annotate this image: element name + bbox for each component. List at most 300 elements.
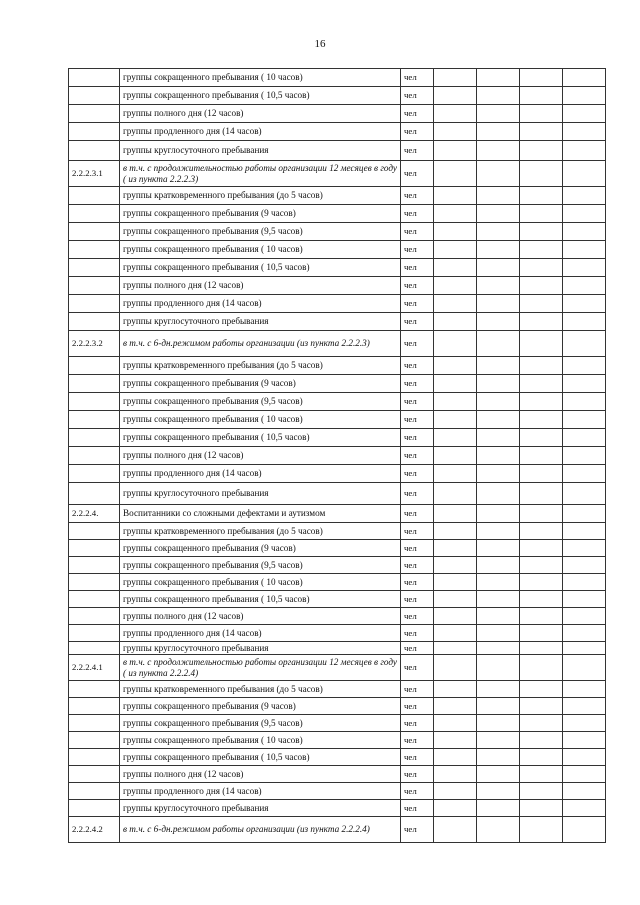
row-code bbox=[69, 393, 120, 411]
value-cell bbox=[563, 295, 606, 313]
value-cell bbox=[434, 411, 477, 429]
row-unit: чел bbox=[401, 87, 434, 105]
table-row bbox=[69, 331, 606, 357]
value-cell bbox=[563, 259, 606, 277]
row-unit: чел bbox=[401, 800, 434, 817]
value-cell bbox=[520, 591, 563, 608]
value-cell bbox=[434, 766, 477, 783]
row-code bbox=[69, 205, 120, 223]
value-cell bbox=[477, 295, 520, 313]
value-cell bbox=[520, 608, 563, 625]
value-cell bbox=[477, 375, 520, 393]
value-cell bbox=[434, 87, 477, 105]
value-cell bbox=[477, 161, 520, 187]
value-cell bbox=[563, 574, 606, 591]
table-row bbox=[69, 817, 606, 843]
table-row bbox=[69, 357, 606, 375]
row-name: группы продленного дня (14 часов) bbox=[120, 783, 401, 800]
row-unit: чел bbox=[401, 313, 434, 331]
row-unit: чел bbox=[401, 411, 434, 429]
value-cell bbox=[477, 87, 520, 105]
row-name: группы сокращенного пребывания ( 10 часов) bbox=[120, 574, 401, 591]
row-name: группы полного дня (12 часов) bbox=[120, 447, 401, 465]
value-cell bbox=[520, 429, 563, 447]
value-cell bbox=[563, 766, 606, 783]
value-cell bbox=[434, 655, 477, 681]
row-code bbox=[69, 698, 120, 715]
value-cell bbox=[434, 393, 477, 411]
value-cell bbox=[520, 357, 563, 375]
value-cell bbox=[434, 331, 477, 357]
row-code: 2.2.2.3.1 bbox=[69, 161, 120, 187]
value-cell bbox=[563, 141, 606, 161]
value-cell bbox=[520, 141, 563, 161]
value-cell bbox=[434, 141, 477, 161]
value-cell bbox=[477, 331, 520, 357]
table-row bbox=[69, 557, 606, 574]
row-code bbox=[69, 540, 120, 557]
value-cell bbox=[477, 259, 520, 277]
row-unit: чел bbox=[401, 766, 434, 783]
value-cell bbox=[434, 783, 477, 800]
table-row bbox=[69, 783, 606, 800]
value-cell bbox=[434, 429, 477, 447]
value-cell bbox=[563, 313, 606, 331]
row-name: группы кратковременного пребывания (до 5 часов) bbox=[120, 681, 401, 698]
value-cell bbox=[563, 241, 606, 259]
value-cell bbox=[434, 523, 477, 540]
row-code bbox=[69, 681, 120, 698]
value-cell bbox=[477, 655, 520, 681]
value-cell bbox=[563, 698, 606, 715]
row-name: группы сокращенного пребывания (9 часов) bbox=[120, 375, 401, 393]
value-cell bbox=[434, 698, 477, 715]
row-name: группы круглосуточного пребывания bbox=[120, 800, 401, 817]
value-cell bbox=[477, 429, 520, 447]
value-cell bbox=[520, 465, 563, 483]
value-cell bbox=[434, 591, 477, 608]
row-name: в т.ч. с продолжительностью работы организации 12 месяцев в году ( из пункта 2.2.2.3) bbox=[120, 161, 401, 187]
value-cell bbox=[434, 749, 477, 766]
row-code bbox=[69, 277, 120, 295]
table-row bbox=[69, 429, 606, 447]
row-name: группы сокращенного пребывания (9 часов) bbox=[120, 205, 401, 223]
value-cell bbox=[563, 447, 606, 465]
row-code bbox=[69, 295, 120, 313]
row-code bbox=[69, 642, 120, 655]
row-unit: чел bbox=[401, 608, 434, 625]
row-name: группы круглосуточного пребывания bbox=[120, 313, 401, 331]
value-cell bbox=[477, 574, 520, 591]
table-row bbox=[69, 205, 606, 223]
table-body bbox=[69, 69, 606, 843]
table-row bbox=[69, 574, 606, 591]
row-name: группы продленного дня (14 часов) bbox=[120, 465, 401, 483]
row-name: группы полного дня (12 часов) bbox=[120, 766, 401, 783]
row-unit: чел bbox=[401, 749, 434, 766]
row-name: группы сокращенного пребывания ( 10,5 часов) bbox=[120, 749, 401, 766]
row-name: в т.ч. с 6-дн.режимом работы организации (из пункта 2.2.2.3) bbox=[120, 331, 401, 357]
value-cell bbox=[563, 87, 606, 105]
value-cell bbox=[563, 465, 606, 483]
value-cell bbox=[520, 295, 563, 313]
value-cell bbox=[477, 732, 520, 749]
row-unit: чел bbox=[401, 331, 434, 357]
value-cell bbox=[477, 505, 520, 523]
value-cell bbox=[563, 783, 606, 800]
table-row bbox=[69, 749, 606, 766]
value-cell bbox=[434, 295, 477, 313]
table-row bbox=[69, 483, 606, 505]
value-cell bbox=[477, 205, 520, 223]
table-row bbox=[69, 69, 606, 87]
value-cell bbox=[563, 642, 606, 655]
row-code bbox=[69, 557, 120, 574]
value-cell bbox=[434, 277, 477, 295]
value-cell bbox=[520, 187, 563, 205]
value-cell bbox=[520, 681, 563, 698]
row-code bbox=[69, 800, 120, 817]
table-row bbox=[69, 608, 606, 625]
table-row bbox=[69, 655, 606, 681]
value-cell bbox=[477, 523, 520, 540]
row-unit: чел bbox=[401, 429, 434, 447]
row-unit: чел bbox=[401, 393, 434, 411]
table-row bbox=[69, 447, 606, 465]
row-unit: чел bbox=[401, 625, 434, 642]
value-cell bbox=[520, 698, 563, 715]
value-cell bbox=[434, 483, 477, 505]
row-name: группы продленного дня (14 часов) bbox=[120, 295, 401, 313]
value-cell bbox=[563, 732, 606, 749]
row-name: группы продленного дня (14 часов) bbox=[120, 123, 401, 141]
table-row bbox=[69, 715, 606, 732]
value-cell bbox=[520, 732, 563, 749]
value-cell bbox=[520, 523, 563, 540]
row-name: группы круглосуточного пребывания bbox=[120, 141, 401, 161]
value-cell bbox=[563, 749, 606, 766]
row-unit: чел bbox=[401, 715, 434, 732]
value-cell bbox=[477, 187, 520, 205]
value-cell bbox=[434, 800, 477, 817]
value-cell bbox=[563, 69, 606, 87]
row-code bbox=[69, 625, 120, 642]
row-code bbox=[69, 259, 120, 277]
table-row bbox=[69, 187, 606, 205]
value-cell bbox=[563, 483, 606, 505]
table-row bbox=[69, 313, 606, 331]
row-name: группы кратковременного пребывания (до 5 часов) bbox=[120, 357, 401, 375]
row-code bbox=[69, 715, 120, 732]
value-cell bbox=[477, 817, 520, 843]
value-cell bbox=[477, 608, 520, 625]
row-unit: чел bbox=[401, 465, 434, 483]
row-name: в т.ч. с 6-дн.режимом работы организации (из пункта 2.2.2.4) bbox=[120, 817, 401, 843]
table-row bbox=[69, 295, 606, 313]
value-cell bbox=[434, 187, 477, 205]
row-code: 2.2.2.3.2 bbox=[69, 331, 120, 357]
table-row bbox=[69, 732, 606, 749]
row-unit: чел bbox=[401, 447, 434, 465]
value-cell bbox=[520, 557, 563, 574]
value-cell bbox=[520, 411, 563, 429]
value-cell bbox=[477, 357, 520, 375]
row-unit: чел bbox=[401, 375, 434, 393]
value-cell bbox=[563, 187, 606, 205]
value-cell bbox=[434, 732, 477, 749]
value-cell bbox=[563, 375, 606, 393]
value-cell bbox=[563, 223, 606, 241]
value-cell bbox=[434, 241, 477, 259]
row-code bbox=[69, 749, 120, 766]
row-unit: чел bbox=[401, 259, 434, 277]
value-cell bbox=[520, 277, 563, 295]
table-row bbox=[69, 523, 606, 540]
row-code: 2.2.2.4.2 bbox=[69, 817, 120, 843]
table-row bbox=[69, 540, 606, 557]
row-name: в т.ч. с продолжительностью работы организации 12 месяцев в году ( из пункта 2.2.2.4) bbox=[120, 655, 401, 681]
value-cell bbox=[563, 357, 606, 375]
row-code bbox=[69, 465, 120, 483]
row-name: группы круглосуточного пребывания bbox=[120, 642, 401, 655]
value-cell bbox=[563, 591, 606, 608]
value-cell bbox=[563, 393, 606, 411]
row-unit: чел bbox=[401, 681, 434, 698]
table-row bbox=[69, 642, 606, 655]
value-cell bbox=[477, 69, 520, 87]
value-cell bbox=[434, 205, 477, 223]
row-unit: чел bbox=[401, 574, 434, 591]
row-name: группы сокращенного пребывания (9,5 часов) bbox=[120, 223, 401, 241]
value-cell bbox=[563, 655, 606, 681]
value-cell bbox=[434, 223, 477, 241]
row-unit: чел bbox=[401, 187, 434, 205]
table-row bbox=[69, 681, 606, 698]
value-cell bbox=[477, 749, 520, 766]
table-row bbox=[69, 87, 606, 105]
row-code bbox=[69, 783, 120, 800]
row-name: группы кратковременного пребывания (до 5 часов) bbox=[120, 523, 401, 540]
value-cell bbox=[477, 642, 520, 655]
value-cell bbox=[520, 817, 563, 843]
row-code bbox=[69, 223, 120, 241]
value-cell bbox=[434, 625, 477, 642]
table-row bbox=[69, 141, 606, 161]
row-unit: чел bbox=[401, 642, 434, 655]
value-cell bbox=[520, 540, 563, 557]
row-name: группы сокращенного пребывания ( 10,5 часов) bbox=[120, 259, 401, 277]
value-cell bbox=[477, 313, 520, 331]
table-row bbox=[69, 393, 606, 411]
table-row bbox=[69, 591, 606, 608]
row-code bbox=[69, 574, 120, 591]
row-name: группы сокращенного пребывания (9,5 часов) bbox=[120, 557, 401, 574]
value-cell bbox=[477, 447, 520, 465]
value-cell bbox=[434, 161, 477, 187]
row-code bbox=[69, 241, 120, 259]
row-name: группы сокращенного пребывания ( 10 часов) bbox=[120, 411, 401, 429]
row-unit: чел bbox=[401, 732, 434, 749]
value-cell bbox=[434, 715, 477, 732]
row-name: группы полного дня (12 часов) bbox=[120, 277, 401, 295]
value-cell bbox=[563, 540, 606, 557]
value-cell bbox=[563, 715, 606, 732]
row-unit: чел bbox=[401, 123, 434, 141]
row-code bbox=[69, 69, 120, 87]
row-code: 2.2.2.4.1 bbox=[69, 655, 120, 681]
row-unit: чел bbox=[401, 557, 434, 574]
row-unit: чел bbox=[401, 295, 434, 313]
value-cell bbox=[477, 465, 520, 483]
value-cell bbox=[477, 800, 520, 817]
value-cell bbox=[520, 223, 563, 241]
row-name: Воспитанники со сложными дефектами и аутизмом bbox=[120, 505, 401, 523]
value-cell bbox=[434, 817, 477, 843]
value-cell bbox=[477, 277, 520, 295]
row-code bbox=[69, 483, 120, 505]
row-code: 2.2.2.4. bbox=[69, 505, 120, 523]
value-cell bbox=[563, 817, 606, 843]
row-name: группы сокращенного пребывания (9 часов) bbox=[120, 540, 401, 557]
row-name: группы полного дня (12 часов) bbox=[120, 608, 401, 625]
value-cell bbox=[520, 505, 563, 523]
row-code bbox=[69, 141, 120, 161]
row-unit: чел bbox=[401, 105, 434, 123]
row-name: группы сокращенного пребывания (9 часов) bbox=[120, 698, 401, 715]
value-cell bbox=[520, 483, 563, 505]
table-row bbox=[69, 375, 606, 393]
row-name: группы сокращенного пребывания ( 10 часов) bbox=[120, 69, 401, 87]
value-cell bbox=[520, 655, 563, 681]
row-code bbox=[69, 591, 120, 608]
row-unit: чел bbox=[401, 783, 434, 800]
value-cell bbox=[563, 608, 606, 625]
row-unit: чел bbox=[401, 223, 434, 241]
value-cell bbox=[563, 505, 606, 523]
row-code bbox=[69, 375, 120, 393]
value-cell bbox=[434, 681, 477, 698]
value-cell bbox=[520, 241, 563, 259]
value-cell bbox=[563, 161, 606, 187]
value-cell bbox=[520, 625, 563, 642]
row-name: группы сокращенного пребывания (9,5 часов) bbox=[120, 393, 401, 411]
value-cell bbox=[563, 625, 606, 642]
table-row bbox=[69, 241, 606, 259]
value-cell bbox=[520, 447, 563, 465]
value-cell bbox=[520, 766, 563, 783]
row-unit: чел bbox=[401, 483, 434, 505]
value-cell bbox=[477, 483, 520, 505]
value-cell bbox=[520, 642, 563, 655]
row-code bbox=[69, 523, 120, 540]
row-unit: чел bbox=[401, 698, 434, 715]
row-name: группы кратковременного пребывания (до 5 часов) bbox=[120, 187, 401, 205]
row-code bbox=[69, 447, 120, 465]
value-cell bbox=[520, 783, 563, 800]
row-unit: чел bbox=[401, 161, 434, 187]
value-cell bbox=[477, 715, 520, 732]
value-cell bbox=[520, 259, 563, 277]
row-code bbox=[69, 313, 120, 331]
value-cell bbox=[477, 141, 520, 161]
table-row bbox=[69, 411, 606, 429]
value-cell bbox=[520, 393, 563, 411]
table-row bbox=[69, 505, 606, 523]
value-cell bbox=[477, 393, 520, 411]
row-code bbox=[69, 732, 120, 749]
value-cell bbox=[434, 447, 477, 465]
row-name: группы сокращенного пребывания ( 10 часов) bbox=[120, 241, 401, 259]
row-unit: чел bbox=[401, 205, 434, 223]
value-cell bbox=[563, 331, 606, 357]
value-cell bbox=[520, 800, 563, 817]
row-unit: чел bbox=[401, 817, 434, 843]
row-code bbox=[69, 123, 120, 141]
row-name: группы сокращенного пребывания ( 10,5 часов) bbox=[120, 429, 401, 447]
value-cell bbox=[434, 540, 477, 557]
value-cell bbox=[563, 105, 606, 123]
value-cell bbox=[520, 715, 563, 732]
page-number: 16 bbox=[314, 38, 326, 50]
value-cell bbox=[520, 749, 563, 766]
value-cell bbox=[520, 205, 563, 223]
value-cell bbox=[563, 800, 606, 817]
value-cell bbox=[563, 411, 606, 429]
row-unit: чел bbox=[401, 591, 434, 608]
row-code bbox=[69, 411, 120, 429]
table-row bbox=[69, 766, 606, 783]
value-cell bbox=[477, 557, 520, 574]
row-unit: чел bbox=[401, 655, 434, 681]
value-cell bbox=[520, 161, 563, 187]
value-cell bbox=[520, 123, 563, 141]
value-cell bbox=[434, 505, 477, 523]
row-name: группы сокращенного пребывания (9,5 часов) bbox=[120, 715, 401, 732]
row-unit: чел bbox=[401, 540, 434, 557]
table-row bbox=[69, 277, 606, 295]
value-cell bbox=[434, 642, 477, 655]
value-cell bbox=[434, 375, 477, 393]
value-cell bbox=[434, 357, 477, 375]
row-name: группы сокращенного пребывания ( 10,5 часов) bbox=[120, 591, 401, 608]
row-code bbox=[69, 766, 120, 783]
value-cell bbox=[563, 277, 606, 295]
row-unit: чел bbox=[401, 69, 434, 87]
row-code bbox=[69, 105, 120, 123]
row-unit: чел bbox=[401, 357, 434, 375]
value-cell bbox=[563, 429, 606, 447]
row-name: группы сокращенного пребывания ( 10 часов) bbox=[120, 732, 401, 749]
row-code bbox=[69, 608, 120, 625]
table-row bbox=[69, 465, 606, 483]
table-row bbox=[69, 223, 606, 241]
value-cell bbox=[563, 123, 606, 141]
row-name: группы сокращенного пребывания ( 10,5 часов) bbox=[120, 87, 401, 105]
statistics-table bbox=[68, 68, 606, 843]
value-cell bbox=[477, 540, 520, 557]
table-row bbox=[69, 625, 606, 642]
value-cell bbox=[477, 223, 520, 241]
row-unit: чел bbox=[401, 277, 434, 295]
value-cell bbox=[477, 105, 520, 123]
value-cell bbox=[434, 105, 477, 123]
row-unit: чел bbox=[401, 141, 434, 161]
value-cell bbox=[477, 698, 520, 715]
row-unit: чел bbox=[401, 241, 434, 259]
value-cell bbox=[520, 313, 563, 331]
value-cell bbox=[477, 766, 520, 783]
value-cell bbox=[520, 69, 563, 87]
